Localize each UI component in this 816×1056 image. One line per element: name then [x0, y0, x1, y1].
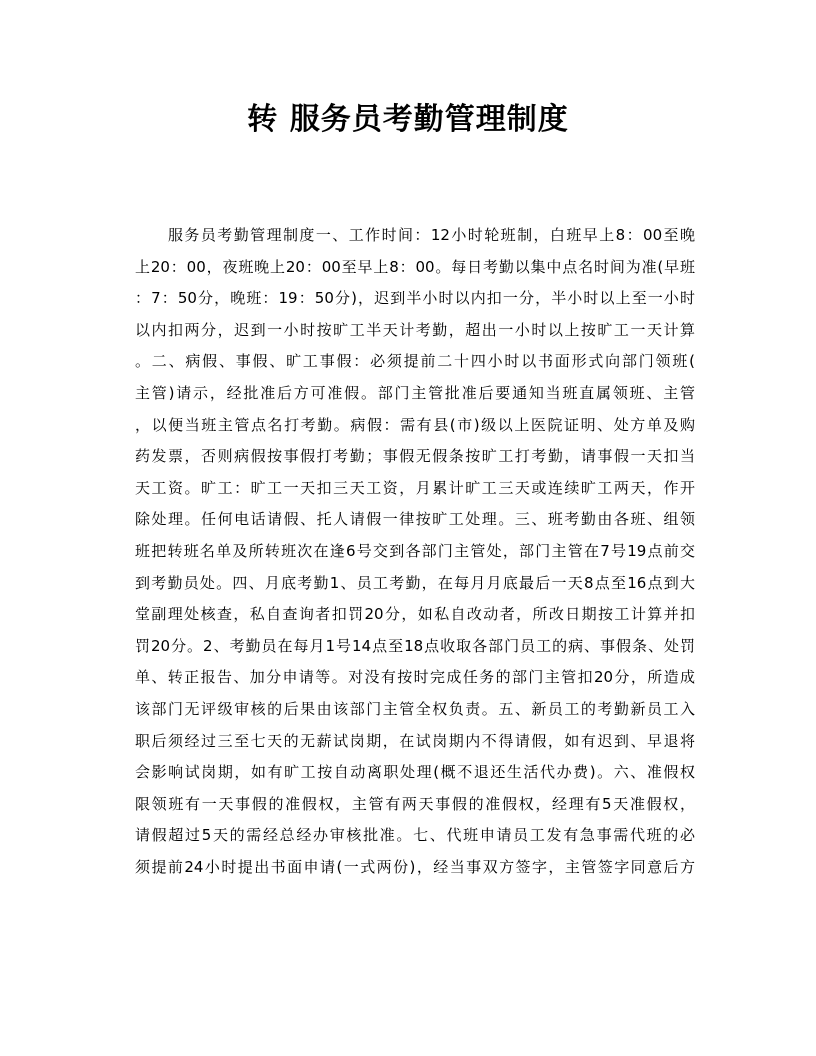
document-title: 转 服务员考勤管理制度 — [247, 102, 569, 137]
body-line: 须提前24小时提出书面申请(一式两份)，经当事双方签字，主管签字同意后方 — [135, 857, 695, 876]
body-line: 会影响试岗期，如有旷工按自动离职处理(概不退还生活代办费)。六、准假权 — [135, 763, 695, 782]
document-body — [135, 220, 695, 883]
body-line: 到考勤员处。四、月底考勤1、员工考勤，在每月月底最后一天8点至16点到大 — [135, 573, 695, 592]
body-line: 堂副理处核查，私自查询者扣罚20分，如私自改动者，所改日期按工计算并扣 — [135, 605, 695, 624]
body-line: 班把转班名单及所转班次在逢6号交到各部门主管处，部门主管在7号19点前交 — [135, 541, 695, 560]
body-line: 限领班有一天事假的准假权，主管有两天事假的准假权，经理有5天准假权， — [135, 794, 695, 813]
body-line: 以内扣两分，迟到一小时按旷工半天计考勤，超出一小时以上按旷工一天计算 — [135, 320, 695, 339]
body-line: 天工资。旷工：旷工一天扣三天工资，月累计旷工三天或连续旷工两天，作开 — [135, 478, 695, 497]
body-line: 单、转正报告、加分申请等。对没有按时完成任务的部门主管扣20分，所造成 — [135, 668, 695, 687]
body-line: 药发票，否则病假按事假打考勤；事假无假条按旷工打考勤，请事假一天扣当 — [135, 447, 695, 466]
body-line: ：7：50分，晚班：19：50分)，迟到半小时以内扣一分，半小时以上至一小时 — [135, 289, 695, 308]
body-line: 。二、病假、事假、旷工事假：必须提前二十四小时以书面形式向部门领班( — [135, 352, 695, 371]
body-line: 除处理。任何电话请假、托人请假一律按旷工处理。三、班考勤由各班、组领 — [135, 510, 695, 529]
body-line: 职后须经过三至七天的无薪试岗期，在试岗期内不得请假，如有迟到、早退将 — [135, 731, 695, 750]
body-line: 罚20分。2、考勤员在每月1号14点至18点收取各部门员工的病、事假条、处罚 — [135, 636, 695, 655]
body-line: 主管)请示，经批准后方可准假。部门主管批准后要通知当班直属领班、主管 — [135, 383, 695, 402]
body-line: 服务员考勤管理制度一、工作时间：12小时轮班制，白班早上8：00至晚 — [168, 226, 695, 244]
body-line: 该部门无评级审核的后果由该部门主管全权负责。五、新员工的考勤新员工入 — [135, 699, 695, 718]
body-line: 请假超过5天的需经总经办审核批准。七、代班申请员工发有急事需代班的必 — [135, 826, 695, 845]
body-line: 上20：00，夜班晚上20：00至早上8：00。每日考勤以集中点名时间为准(早班 — [135, 257, 695, 276]
body-line: ，以便当班主管点名打考勤。病假：需有县(市)级以上医院证明、处方单及购 — [135, 415, 695, 434]
